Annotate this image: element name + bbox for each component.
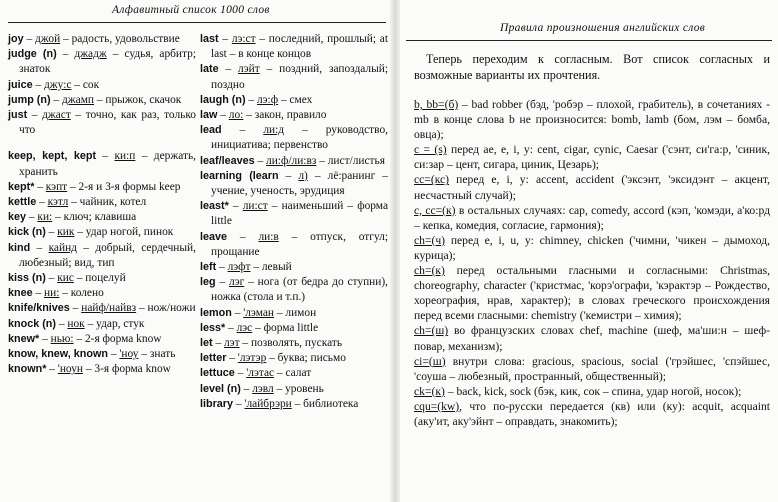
headword: knee [8,287,33,300]
rule-label: cqu=(kw) [414,399,460,413]
rule-label: ch=(к) [414,264,445,278]
transcription: нью: [50,332,74,345]
transcription: ки: [37,211,53,224]
headword: lead [200,124,222,137]
transcription: лэ:ст [231,33,256,45]
dictionary-entry: known* – 'ноун – 3-я форма know [8,363,171,376]
dictionary-entry: kept* – кэпт – 2-я и 3-я формы keep [8,180,181,193]
rule-label: b, bb=(б) [414,98,459,111]
pronunciation-rule [414,354,770,384]
headword: library [200,397,234,410]
headword: level (n) [200,382,241,395]
headword: learning (learn [200,169,279,182]
right-running-head: Правила произношения английских слов [500,22,706,34]
rule-label: cc=(кс) [414,173,450,187]
dictionary-entry: left – лэфт – левый [200,261,292,274]
headword: knock (n) [8,317,56,330]
dictionary-entry: leave – ли:в – отпуск, отгул; прощание [200,230,389,258]
dictionary-entry: leaf/leaves – ли:ф/ли:вз – лист/листья [200,154,385,167]
rule-label: ch=(ш) [414,324,449,338]
entry-spacer [8,138,196,149]
dictionary-entry: let – лэт – позволять, пускать [200,337,343,350]
transcription: нок [67,317,85,330]
left-running-head: Алфавитный список 1000 слов [112,4,270,16]
headword: joy [8,33,24,45]
dictionary-entry: late – лэйт – поздний, запоздалый; поздно [200,63,389,91]
dictionary-entry: less* – лэс – форма little [200,321,319,334]
headword: kettle [8,196,37,209]
transcription: джаст [42,109,71,122]
dictionary-entry: jump (n) – джамп – прыжок, скачок [8,93,182,106]
headword: known* [8,363,47,376]
headword: late [200,63,219,76]
headword: know, knew, known [8,348,108,361]
pronunciation-rule [414,203,770,233]
dictionary-entry: lead – ли:д – руководство, инициатива; первенство [200,124,388,152]
transcription: 'лайбрэри [244,397,292,410]
dictionary-entry: lemon – 'лэман – лимон [200,306,317,319]
headword: keep, kept, kept [8,150,97,163]
transcription: л) [298,169,308,182]
transcription: лэг [229,276,245,289]
pronunciation-rule [414,399,770,429]
pronunciation-rules [414,52,770,429]
headword: key [8,211,27,224]
transcription: лэвл [252,382,274,395]
headword: law [200,109,218,122]
rule-label: c = (s) [414,143,447,157]
dictionary-column-2 [200,32,388,412]
headword: leaf/leaves [200,154,255,167]
rule-text: – bad robber (бэд, 'робэр – плохой, грабитель), в сочетаниях -mb в конце слова b не произносится: bomb, lamb (бом, лэм – бомба, овца); [414,98,770,142]
headword: kept* [8,180,35,193]
headword: laugh (n) [200,93,246,106]
intro-paragraph: Теперь переходим к согласным. Вот список согласных и возможные варианты их прочтения. [414,52,770,82]
rule-label: ci=(ш) [414,354,446,368]
pronunciation-rule [414,97,770,142]
dictionary-entry: least* – ли:ст – наименьший – форма little [200,200,388,228]
transcription: найф/найвз [81,302,137,315]
transcription: 'ноун [57,363,83,376]
headword: leg [200,276,216,289]
dictionary-entry: knife/knives – найф/найвз – нож/ножи [8,302,196,315]
dictionary-entry: joy – джой – радость, удовольствие [8,33,180,45]
dictionary-entry: knee – ни: – колено [8,287,104,300]
dictionary-entry: key – ки: – ключ; клавиша [8,211,137,224]
dictionary-entry: lettuce – 'лэтас – салат [200,367,312,380]
dictionary-entry: know, knew, known – 'ноу – знать [8,348,176,361]
pronunciation-rule [414,384,770,399]
dictionary-entry: letter – 'лэтэр – буква; письмо [200,352,346,365]
dictionary-entry: library – 'лайбрэри – библиотека [200,397,359,410]
dictionary-column-1 [8,32,196,377]
headword: let [200,337,213,350]
headword: jump (n) [8,93,51,106]
transcription: ли:в [258,230,279,243]
dictionary-entry: kick (n) – кик – удар ногой, пинок [8,226,174,239]
transcription: 'лэман [243,306,274,319]
rule-text: – back, kick, sock (бэк, кик, сок – спина, удар ногой, носок); [444,384,742,398]
dictionary-entry: knew* – нью: – 2-я форма know [8,332,162,345]
right-page [398,0,778,502]
rule-text: перед остальными гласными и согласными: Christmas, choreography, character ('кристмас, 'корэ'ографи, 'кэрактэр – Рождество, хореография, нрав, характер); в словах греческого происхождения перед всеми гласными: chemistry ('кемистри – химия); [414,264,770,323]
transcription: ли:ст [242,200,268,213]
transcription: джамп [61,93,94,106]
headword: letter [200,352,227,365]
rules-list [414,97,770,429]
headword: least* [200,200,229,213]
rule-label: c, cc=(к) [414,203,456,217]
transcription: лэс [236,321,253,334]
dictionary-entry: level (n) – лэвл – уровень [200,382,324,395]
dictionary-entry: laugh (n) – лэ:ф – смех [200,93,313,106]
transcription: 'ноу [119,348,139,361]
rule-text: во французских словах chef, machine (шеф, ма'ши:н – шеф-повар, механизм); [414,324,770,353]
transcription: джадж [74,48,107,61]
headword: last [200,33,219,45]
transcription: ло: [228,109,244,122]
pronunciation-rule [414,233,770,263]
headword: kick (n) [8,226,46,239]
dictionary-entry: just – джаст – точно, как раз, только что [8,109,197,137]
pronunciation-rule [414,323,770,353]
transcription: ни: [44,287,60,300]
dictionary-entry: keep, kept, kept – ки:п – держать, хранить [8,150,196,178]
dictionary-entry: last – лэ:ст – последний, прошлый; at last – в конце концов [200,33,389,61]
headword: judge (n) [8,48,57,61]
transcription: лэт [224,337,240,350]
headword: lemon [200,306,232,319]
headword: left [200,261,217,274]
dictionary-entry: kettle – кэтл – чайник, котел [8,196,147,209]
headword: kind [8,241,31,254]
headword: leave [200,230,228,243]
transcription: 'лэтас [246,367,275,380]
transcription: джой [35,33,61,45]
dictionary-entry: leg – лэг – нога (от бедра до ступни), ножка (стола и т.п.) [200,276,388,304]
transcription: лэфт [227,261,251,274]
dictionary-entry: kiss (n) – кис – поцелуй [8,272,126,285]
dictionary-entry: judge (n) – джадж – судья, арбитр; знаток [8,48,197,76]
transcription: лэ:ф [256,93,279,106]
transcription: кис [57,272,74,285]
headword: less* [200,321,226,334]
dictionary-entry: learning (learn – л) – лё:ранинг – учение, ученость, эрудиция [200,169,388,198]
headword: lettuce [200,367,235,380]
rule-label: ck=(к) [414,384,445,398]
transcription: кайнд [48,241,77,254]
rule-text: внутри слова: gracious, spacious, social ('грэйшес, 'спэйшес, 'соуша – любезный, пространный, общественный); [414,354,770,383]
dictionary-entry: kind – кайнд – добрый, сердечный, любезный; вид, тип [8,241,197,269]
transcription: ли:ф/ли:вз [266,154,317,167]
transcription: ки:п [114,150,136,163]
rule-text: в остальных случаях: cap, comedy, accord (кэп, 'комэди, а'ко:рд – кепка, комедия, согласие, гармония); [414,203,770,232]
dictionary-entry: juice – джу:с – сок [8,78,100,91]
headword: kiss (n) [8,272,46,285]
transcription: кэтл [47,196,69,209]
transcription: 'лэтэр [237,352,267,365]
pronunciation-rule [414,263,770,323]
rule-text: , что по-русски передается (кв) или (ку): acquit, acquaint (аку'ит, аку'эйнт – оправдать, знакомить); [414,399,770,428]
pronunciation-rule [414,142,770,172]
transcription: лэйт [238,63,260,76]
headword: knew* [8,332,40,345]
rule-text: перед ae, e, i, y: cent, cigar, cynic, Caesar ('сэнт, си'га:р, 'синик, си:зар – цент, сигара, циник, Цезарь); [414,143,770,172]
transcription: кик [57,226,75,239]
right-header-rule [406,40,772,41]
transcription: джу:с [44,78,72,91]
transcription: кэпт [45,180,68,193]
rule-text: перед e, i, y: accent, accident ('эксэнт, 'эксидэнт – акцент, несчастный случай); [414,173,770,202]
pronunciation-rule [414,172,770,202]
rule-label: ch=(ч) [414,233,446,247]
headword: juice [8,78,33,91]
rule-text: перед e, i, u, y: chimney, chicken ('чимни, 'чикен – дымоход, курица); [414,233,770,262]
dictionary-entry: knock (n) – нок – удар, стук [8,317,145,330]
headword: knife/knives [8,302,70,315]
transcription: ли:д [263,124,285,137]
left-header-rule [8,22,386,23]
headword: just [8,109,28,122]
dictionary-entry: law – ло: – закон, правило [200,109,327,122]
